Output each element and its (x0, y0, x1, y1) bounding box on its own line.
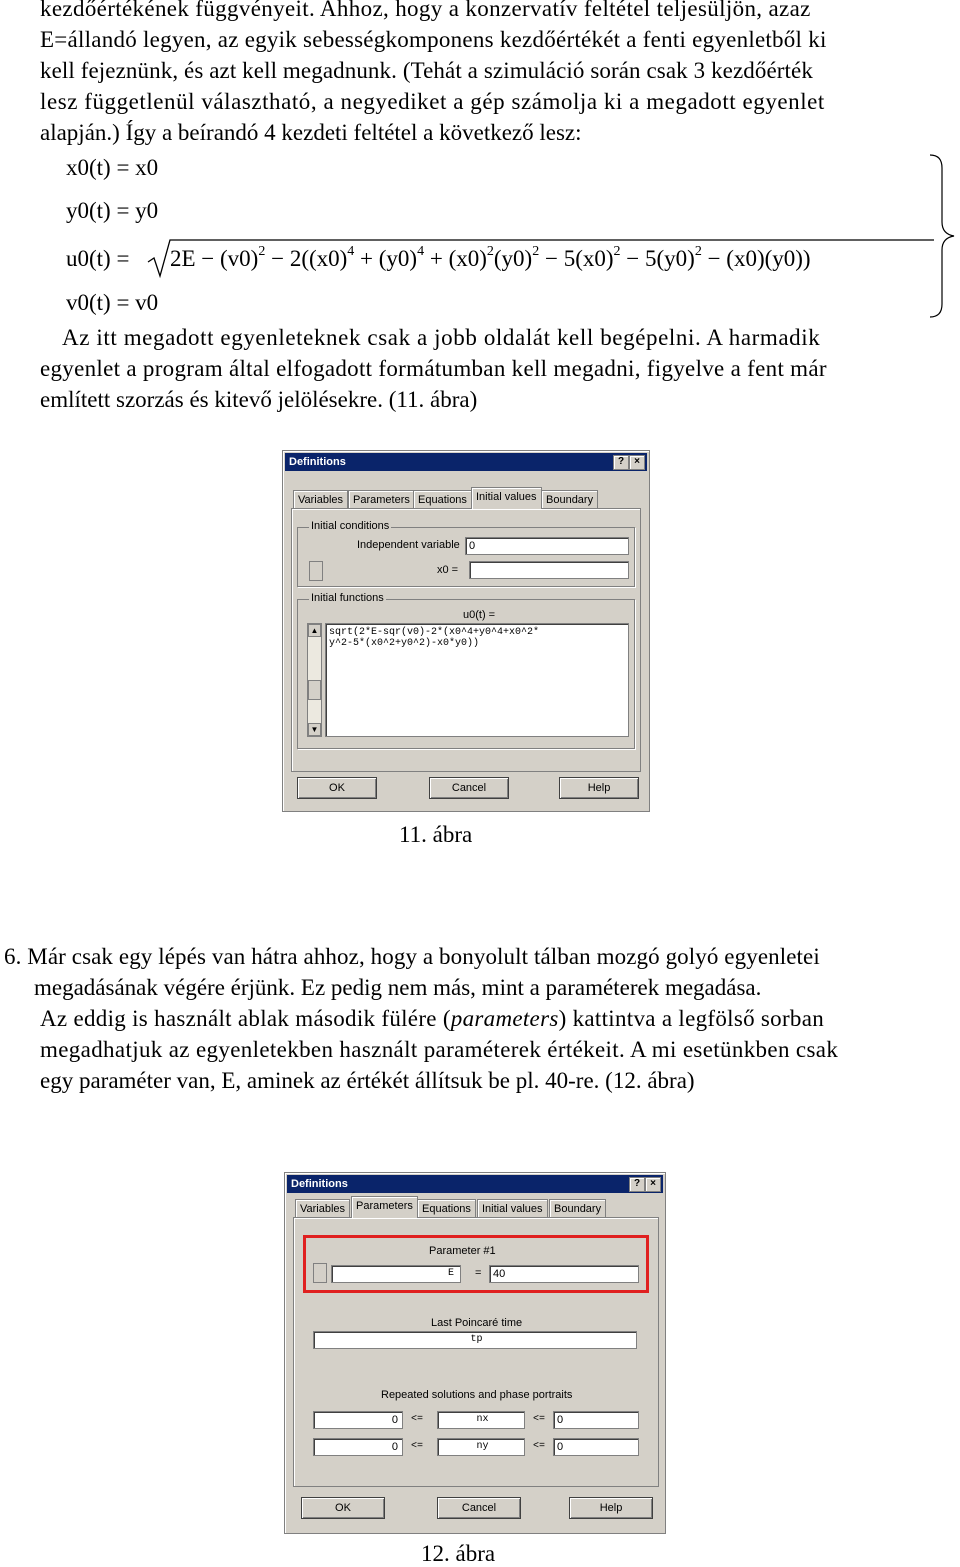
poincare-time-input[interactable]: tp (313, 1331, 637, 1349)
text-line: megadásának végére érjünk. Ez pedig nem más, mint a paraméterek megadása. (34, 975, 762, 1000)
x0-label: x0 = (437, 564, 459, 576)
scroll-thumb[interactable] (308, 680, 321, 700)
ok-button[interactable]: OK (297, 777, 377, 799)
text-line: kezdőértékének függvényeit. Ahhoz, hogy a konzervatív feltétel teljesüljön, azaz (40, 0, 811, 21)
repeated-solutions-label: Repeated solutions and phase portraits (381, 1389, 573, 1401)
ny-from-input[interactable]: 0 (313, 1438, 403, 1456)
tab-variables[interactable]: Variables (295, 1199, 350, 1218)
parameter-value-input[interactable]: 40 (489, 1265, 639, 1283)
ok-button[interactable]: OK (301, 1497, 385, 1519)
tab-initial-values[interactable]: Initial values (471, 487, 542, 509)
equation-y0: y0(t) = y0 (66, 198, 159, 223)
help-button[interactable]: Help (569, 1497, 653, 1519)
spinner[interactable] (313, 1263, 327, 1283)
equation-x0: x0(t) = x0 (66, 155, 159, 180)
scrollbar[interactable] (307, 623, 322, 737)
u0-label: u0(t) = (463, 609, 496, 621)
help-button[interactable]: Help (559, 777, 639, 799)
scroll-up-icon[interactable]: ▲ (308, 624, 321, 637)
x0-input[interactable] (469, 561, 629, 579)
group-label: Initial functions (311, 592, 384, 604)
le-label: <= (533, 1441, 546, 1452)
definitions-dialog-initial-values (282, 450, 650, 812)
help-title-button[interactable]: ? (629, 1177, 645, 1192)
text-line: egyenlet a program által elfogadott formátumban kell megadni, figyelve a fent már (40, 356, 827, 381)
equals-label: = (475, 1267, 482, 1279)
tab-boundary[interactable]: Boundary (549, 1199, 606, 1218)
tab-variables[interactable]: Variables (293, 490, 348, 509)
spinner[interactable] (309, 561, 323, 581)
u0-expression-line: sqrt(2*E-sqr(v0)-2*(x0^4+y0^4+x0^2* (329, 627, 540, 638)
tab-initial-values[interactable]: Initial values (477, 1199, 548, 1218)
group-label: Initial conditions (311, 520, 390, 532)
text-line: kell fejeznünk, és azt kell megadnunk. (Tehát a szimuláció során csak 3 kezdőérték (40, 58, 813, 83)
scroll-down-icon[interactable]: ▼ (308, 723, 321, 736)
ny-variable-input[interactable]: ny (437, 1438, 525, 1456)
text-line: Az itt megadott egyenleteknek csak a jobb oldalát kell begépelni. A harmadik (62, 325, 821, 350)
cancel-button[interactable]: Cancel (429, 777, 509, 799)
dialog-title-bar: Definitions (285, 453, 647, 471)
curly-brace (928, 152, 958, 320)
text-line: egy paraméter van, E, aminek az értékét állítsuk be pl. 40-re. (12. ábra) (40, 1068, 695, 1093)
text-line: alapján.) Így a beírandó 4 kezdeti feltétel a következő lesz: (40, 120, 582, 145)
le-label: <= (411, 1414, 424, 1425)
u0-expression-line: y^2-5*(x0^2+y0^2)-x0*y0)) (329, 638, 480, 649)
tab-parameters[interactable]: Parameters (351, 1196, 418, 1218)
tab-equations[interactable]: Equations (417, 1199, 476, 1218)
figure-caption: 12. ábra (421, 1541, 496, 1566)
text-line: Az eddig is használt ablak második fülére (parameters) kattintva a legfölső sorban (40, 1006, 825, 1031)
help-title-button[interactable]: ? (613, 455, 629, 470)
independent-variable-label: Independent variable (357, 539, 460, 551)
nx-variable-input[interactable]: nx (437, 1411, 525, 1429)
tab-boundary[interactable]: Boundary (541, 490, 598, 509)
text-line: említett szorzás és kitevő jelölésekre. (11. ábra) (40, 387, 478, 412)
text-line: E=állandó legyen, az egyik sebességkomponens kezdőértékét a fenti egyenletből ki (40, 27, 827, 52)
le-label: <= (411, 1441, 424, 1452)
definitions-dialog-parameters (284, 1172, 666, 1534)
equation-u0: u0(t) = (66, 246, 130, 271)
nx-to-input[interactable]: 0 (553, 1411, 639, 1429)
nx-from-input[interactable]: 0 (313, 1411, 403, 1429)
equation-u0-rhs: $2E - (v0)^2 - 2((x0)^4 + (y0)^4 + (x0)^2(y0)^2 - 5(x0)^2 - 5(y0)^2 - (x0)(y0))$ (170, 244, 811, 271)
le-label: <= (533, 1414, 546, 1425)
u0-textarea[interactable] (325, 623, 629, 737)
tab-equations[interactable]: Equations (413, 490, 472, 509)
highlight-box (303, 1235, 649, 1293)
dialog-title-bar: Definitions (287, 1175, 663, 1193)
ny-to-input[interactable]: 0 (553, 1438, 639, 1456)
close-icon[interactable]: × (629, 455, 645, 470)
poincare-label: Last Poincaré time (431, 1317, 523, 1329)
cancel-button[interactable]: Cancel (437, 1497, 521, 1519)
parameter-name-input[interactable]: E (331, 1265, 461, 1283)
text-line: 6. Már csak egy lépés van hátra ahhoz, hogy a bonyolult tálban mozgó golyó egyenletei (4, 944, 820, 969)
independent-variable-input[interactable]: 0 (465, 537, 629, 555)
text-line: megadhatjuk az egyenletekben használt paraméterek értékeit. A mi esetünkben csak (40, 1037, 839, 1062)
text-line: lesz függetlenül választható, a negyediket a gép számolja ki a megadott egyenlet (40, 89, 825, 114)
figure-caption: 11. ábra (399, 822, 473, 847)
tab-parameters[interactable]: Parameters (348, 490, 415, 509)
close-icon[interactable]: × (645, 1177, 661, 1192)
equation-v0: v0(t) = v0 (66, 290, 159, 315)
parameter-label: Parameter #1 (429, 1245, 496, 1257)
